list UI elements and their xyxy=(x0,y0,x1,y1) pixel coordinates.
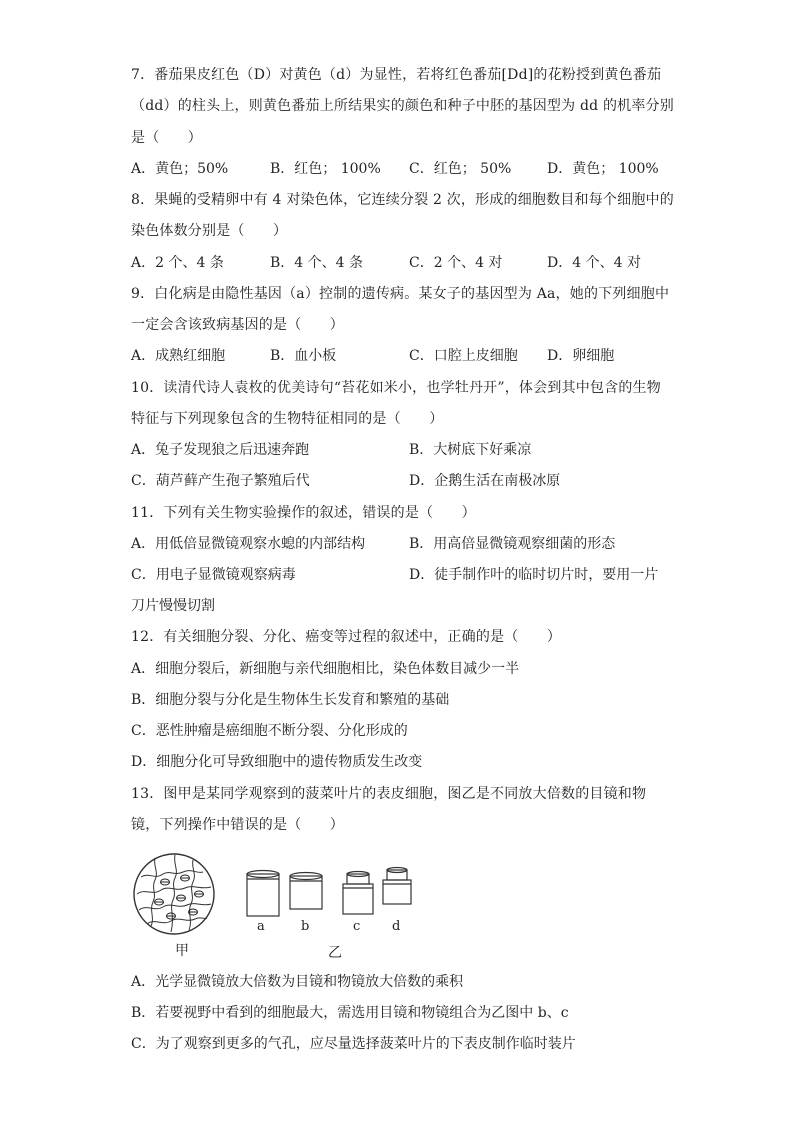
q11-option-b: B．用高倍显微镜观察细菌的形态 xyxy=(409,536,616,552)
q10-option-b: B．大树底下好乘凉 xyxy=(409,442,532,458)
q13-option-c: C．为了观察到更多的气孔，应尽量选择菠菜叶片的下表皮制作临时装片 xyxy=(131,1036,576,1052)
q10-option-a: A．兔子发现狼之后迅速奔跑 xyxy=(131,442,310,458)
q7-option-c: C．红色； 50% xyxy=(409,161,512,177)
q13-option-b: B．若要视野中看到的细胞最大，需选用目镜和物镜组合为乙图中 b、c xyxy=(131,1005,569,1021)
q8-stem-line2: 染色体数分别是（ ） xyxy=(131,223,288,239)
lens-d xyxy=(383,868,411,905)
q10-option-c: C．葫芦藓产生孢子繁殖后代 xyxy=(131,473,310,489)
q10-stem-line1: 10．读清代诗人袁枚的优美诗句“苔花如米小，也学牡丹开”，体会到其中包含的生物 xyxy=(131,380,661,396)
leaf-epidermis-view xyxy=(134,854,214,934)
q10-option-d: D．企鹅生活在南极冰原 xyxy=(409,473,561,489)
lens-label-b: b xyxy=(301,919,310,934)
q7-option-a: A．黄色；50% xyxy=(131,161,229,177)
q12-option-d: D．细胞分化可导致细胞中的遗传物质发生改变 xyxy=(131,754,423,770)
q9-option-b: B．血小板 xyxy=(270,348,337,364)
lens-a xyxy=(247,871,279,917)
figure-label-yi: 乙 xyxy=(328,945,342,961)
q12-option-b: B．细胞分裂与分化是生物体生长发育和繁殖的基础 xyxy=(131,692,450,708)
q9-stem-line2: 一定会含该致病基因的是（ ） xyxy=(131,317,344,333)
q7-stem-line2: （dd）的柱头上，则黄色番茄上所结果实的颜色和种子中胚的基因型为 dd 的机率分别 xyxy=(131,98,674,114)
q12-option-a: A．细胞分裂后，新细胞与亲代细胞相比，染色体数目减少一半 xyxy=(131,661,520,677)
q13-stem-line2: 镜，下列操作中错误的是（ ） xyxy=(131,817,344,833)
q9-option-a: A．成熟红细胞 xyxy=(131,348,226,364)
q11-option-d: D．徒手制作叶的临时切片时，要用一片 xyxy=(409,567,659,583)
q7-option-b: B．红色； 100% xyxy=(270,161,381,177)
lens-c xyxy=(343,872,373,915)
q8-stem-line1: 8．果蝇的受精卵中有 4 对染色体，它连续分裂 2 次，形成的细胞数目和每个细胞中的 xyxy=(131,192,674,208)
q9-option-c: C．口腔上皮细胞 xyxy=(409,348,518,364)
q8-option-c: C．2 个、4 对 xyxy=(409,255,503,271)
q9-stem-line1: 9．白化病是由隐性基因（a）控制的遗传病。某女子的基因型为 Aa，她的下列细胞中 xyxy=(131,286,670,302)
q8-option-b: B．4 个、4 条 xyxy=(270,255,364,271)
q10-stem-line2: 特征与下列现象包含的生物特征相同的是（ ） xyxy=(131,411,444,427)
q13-figure xyxy=(131,852,431,964)
q11-option-a: A．用低倍显微镜观察水螅的内部结构 xyxy=(131,536,366,552)
q11-option-d-continued: 刀片慢慢切割 xyxy=(131,598,215,614)
lens-label-c: c xyxy=(353,919,361,934)
q7-stem-line1: 7．番茄果皮红色（D）对黄色（d）为显性，若将红色番茄[Dd]的花粉授到黄色番茄 xyxy=(131,67,662,83)
q7-option-d: D．黄色； 100% xyxy=(547,161,659,177)
q9-option-d: D．卵细胞 xyxy=(547,348,615,364)
q12-stem-line1: 12．有关细胞分裂、分化、癌变等过程的叙述中，正确的是（ ） xyxy=(131,629,562,645)
q8-option-a: A．2 个、4 条 xyxy=(131,255,224,271)
q13-stem-line1: 13．图甲是某同学观察到的菠菜叶片的表皮细胞，图乙是不同放大倍数的目镜和物 xyxy=(131,786,647,802)
q13-option-a: A．光学显微镜放大倍数为目镜和物镜放大倍数的乘积 xyxy=(131,974,464,990)
figure-label-jia: 甲 xyxy=(175,943,189,959)
stomata xyxy=(155,875,204,919)
q12-option-c: C．恶性肿瘤是癌细胞不断分裂、分化形成的 xyxy=(131,723,408,739)
q8-option-d: D．4 个、4 对 xyxy=(547,255,641,271)
q11-option-c: C．用电子显微镜观察病毒 xyxy=(131,567,296,583)
q11-stem-line1: 11．下列有关生物实验操作的叙述，错误的是（ ） xyxy=(131,505,476,521)
q7-stem-line3: 是（ ） xyxy=(131,130,202,146)
lens-b xyxy=(290,873,322,910)
lens-label-a: a xyxy=(257,919,265,934)
lens-label-d: d xyxy=(392,919,401,934)
